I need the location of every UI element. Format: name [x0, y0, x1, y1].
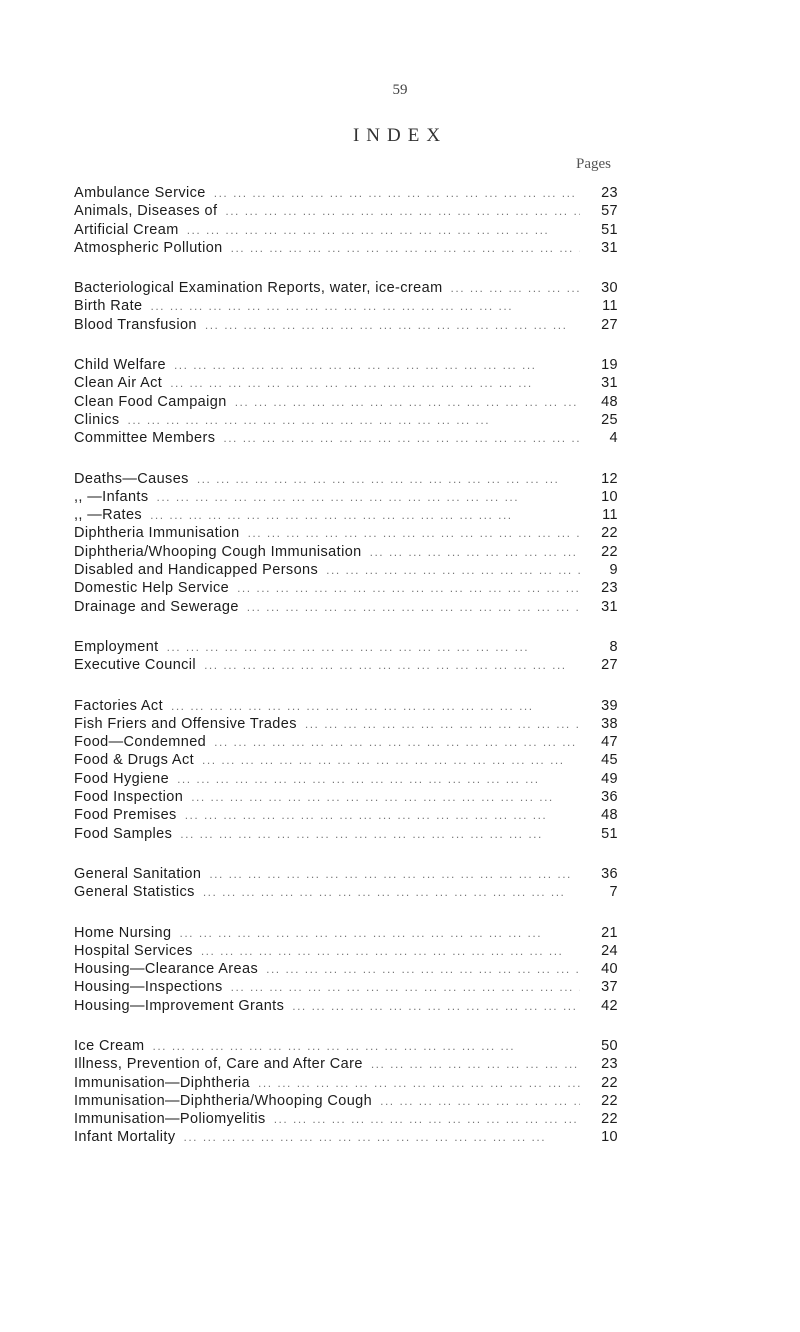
dot-leader: [159, 638, 580, 656]
entry-label: Diphtheria Immunisation: [74, 525, 240, 542]
index-entry: [74, 978, 618, 996]
entry-page-number: 37: [601, 979, 618, 996]
entry-label: Artificial Cream: [74, 221, 179, 238]
entry-page-number: 22: [601, 1092, 618, 1109]
index-entry: [74, 598, 618, 616]
entry-page-number: 10: [601, 488, 618, 505]
dot-leader: [297, 715, 580, 733]
entry-page-number: 11: [602, 298, 618, 315]
index-entry: [74, 806, 618, 824]
index-entry: [74, 279, 618, 297]
page-number: 59: [392, 82, 408, 98]
entry-label: Birth Rate: [74, 298, 143, 315]
index-entry: [74, 638, 618, 656]
entry-label: ,, —Rates: [74, 507, 143, 524]
entry-page-number: 12: [601, 470, 618, 487]
dot-leader: [229, 579, 580, 597]
index-entry: [74, 221, 618, 239]
dot-leader: [162, 374, 580, 392]
entry-page-number: 31: [601, 239, 618, 256]
dot-leader: [206, 184, 580, 202]
entry-page-number: 30: [601, 280, 618, 297]
dot-leader: [195, 883, 580, 901]
entry-page-number: 24: [601, 942, 618, 959]
index-entry: [74, 1110, 618, 1128]
index-entry: [74, 297, 618, 315]
entry-page-number: 42: [601, 997, 618, 1014]
index-entry: [74, 184, 618, 202]
entry-label: Food—Condemned: [74, 734, 207, 751]
dot-leader: [169, 770, 580, 788]
index-title: INDEX: [352, 125, 448, 146]
dot-leader: [163, 697, 580, 715]
entry-label: Bacteriological Examination Reports, water, ice-cream: [74, 280, 443, 297]
entry-page-number: 31: [601, 375, 618, 392]
entry-label: General Sanitation: [74, 865, 202, 882]
index-entry: [74, 1128, 618, 1146]
index-entry: [74, 202, 618, 220]
index-entry: [74, 524, 618, 542]
entry-page-number: 50: [601, 1037, 618, 1054]
entry-page-number: 22: [601, 1111, 618, 1128]
index-entry: [74, 488, 618, 506]
entry-page-number: 7: [609, 884, 618, 901]
entry-label: Clean Air Act: [74, 375, 163, 392]
entry-label: Ambulance Service: [74, 185, 206, 201]
dot-leader: [227, 393, 580, 411]
index-entry: [74, 883, 618, 901]
entry-page-number: 36: [601, 789, 618, 806]
index-entry: [74, 543, 618, 561]
index-entry: [74, 733, 618, 751]
dot-leader: [217, 202, 580, 220]
index-group: [74, 356, 618, 447]
dot-leader: [239, 598, 580, 616]
entry-label: Immunisation—Diphtheria/Whooping Cough: [74, 1092, 373, 1109]
dot-leader: [189, 470, 580, 488]
entry-page-number: 4: [609, 430, 618, 447]
index-group: [74, 638, 618, 675]
dot-leader: [318, 561, 580, 579]
entry-label: General Statistics: [74, 884, 195, 901]
index-group: [74, 697, 618, 843]
entry-label: Home Nursing: [74, 924, 172, 941]
entry-page-number: 23: [601, 185, 618, 201]
dot-leader: [166, 356, 580, 374]
dot-leader: [362, 543, 580, 561]
entry-label: Disabled and Handicapped Persons: [74, 562, 319, 579]
index-entry: [74, 924, 618, 942]
index-entry: [74, 656, 618, 674]
entry-label: Housing—Inspections: [74, 979, 223, 996]
entry-page-number: 31: [601, 598, 618, 615]
index-entry: [74, 770, 618, 788]
index-entry: [74, 429, 618, 447]
index-entry: [74, 1037, 618, 1055]
dot-leader: [240, 524, 580, 542]
index-entry: [74, 942, 618, 960]
entry-label: Immunisation—Diphtheria: [74, 1074, 251, 1091]
index-entry: [74, 697, 618, 715]
entry-label: Committee Members: [74, 430, 216, 447]
dot-leader: [363, 1055, 580, 1073]
entry-label: Fish Friers and Offensive Trades: [74, 715, 297, 732]
entry-label: Domestic Help Service: [74, 580, 230, 597]
dot-leader: [194, 751, 580, 769]
entry-label: Food & Drugs Act: [74, 752, 195, 769]
index-entry: [74, 715, 618, 733]
entry-page-number: 23: [601, 580, 618, 597]
dot-leader: [172, 825, 580, 843]
entry-label: Food Samples: [74, 825, 173, 842]
entry-page-number: 47: [601, 734, 618, 751]
entry-label: Factories Act: [74, 697, 164, 714]
entry-label: Immunisation—Poliomyelitis: [74, 1111, 266, 1128]
dot-leader: [120, 411, 581, 429]
entry-page-number: 22: [601, 1074, 618, 1091]
index-entry: [74, 506, 618, 524]
index-entry: [74, 316, 618, 334]
dot-leader: [171, 924, 580, 942]
dot-leader: [284, 997, 580, 1015]
entry-label: Clinics: [74, 411, 120, 428]
index-entry: [74, 751, 618, 769]
entry-page-number: 27: [601, 316, 618, 333]
dot-leader: [443, 279, 580, 297]
index-entry: [74, 865, 618, 883]
index-entry: [74, 356, 618, 374]
dot-leader: [223, 978, 580, 996]
entry-page-number: 38: [601, 715, 618, 732]
index-entry: [74, 579, 618, 597]
index-group: [74, 924, 618, 1015]
entry-page-number: 40: [601, 961, 618, 978]
index-entry: [74, 960, 618, 978]
entry-page-number: 8: [609, 638, 618, 655]
dot-leader: [215, 429, 580, 447]
index-entry: [74, 239, 618, 257]
entry-page-number: 22: [601, 543, 618, 560]
index-group: [74, 279, 618, 334]
dot-leader: [149, 488, 580, 506]
index-entry: [74, 393, 618, 411]
entry-page-number: 48: [601, 393, 618, 410]
index-list: [74, 184, 618, 1169]
index-entry: [74, 825, 618, 843]
entry-label: Ice Cream: [74, 1037, 145, 1054]
entry-label: ,, —Infants: [74, 488, 149, 505]
entry-label: Deaths—Causes: [74, 470, 189, 487]
index-entry: [74, 470, 618, 488]
entry-label: Employment: [74, 638, 159, 655]
entry-page-number: 36: [601, 865, 618, 882]
entry-page-number: 19: [601, 357, 618, 374]
index-entry: [74, 374, 618, 392]
index-entry: [74, 788, 618, 806]
dot-leader: [183, 788, 580, 806]
dot-leader: [250, 1074, 580, 1092]
entry-page-number: 39: [601, 697, 618, 714]
dot-leader: [258, 960, 580, 978]
dot-leader: [193, 942, 580, 960]
dot-leader: [206, 733, 580, 751]
entry-label: Housing—Improvement Grants: [74, 997, 285, 1014]
entry-page-number: 57: [601, 203, 618, 220]
entry-label: Drainage and Sewerage: [74, 598, 239, 615]
entry-label: Housing—Clearance Areas: [74, 961, 259, 978]
entry-label: Child Welfare: [74, 357, 166, 374]
index-group: [74, 1037, 618, 1147]
dot-leader: [179, 221, 580, 239]
entry-page-number: 25: [601, 411, 618, 428]
entry-page-number: 48: [601, 807, 618, 824]
index-entry: [74, 1074, 618, 1092]
entry-page-number: 9: [609, 562, 618, 579]
entry-page-number: 11: [602, 507, 618, 524]
entry-label: Clean Food Campaign: [74, 393, 227, 410]
dot-leader: [142, 506, 580, 524]
dot-leader: [223, 239, 580, 257]
dot-leader: [144, 1037, 580, 1055]
entry-page-number: 23: [601, 1056, 618, 1073]
dot-leader: [201, 865, 580, 883]
entry-label: Illness, Prevention of, Care and After Care: [74, 1056, 363, 1073]
entry-label: Food Inspection: [74, 789, 184, 806]
dot-leader: [266, 1110, 580, 1128]
index-group: [74, 184, 618, 257]
entry-label: Diphtheria/Whooping Cough Immunisation: [74, 543, 362, 560]
entry-page-number: 22: [601, 525, 618, 542]
index-group: [74, 470, 618, 616]
index-group: [74, 865, 618, 902]
dot-leader: [176, 1128, 581, 1146]
entry-page-number: 49: [601, 770, 618, 787]
dot-leader: [197, 316, 580, 334]
entry-label: Food Hygiene: [74, 770, 170, 787]
entry-label: Infant Mortality: [74, 1129, 176, 1146]
entry-label: Animals, Diseases of: [74, 203, 218, 220]
entry-page-number: 10: [601, 1129, 618, 1146]
entry-label: Hospital Services: [74, 942, 193, 959]
dot-leader: [196, 656, 580, 674]
dot-leader: [372, 1092, 580, 1110]
index-entry: [74, 997, 618, 1015]
entry-label: Blood Transfusion: [74, 316, 197, 333]
entry-label: Atmospheric Pollution: [74, 239, 223, 256]
index-entry: [74, 1092, 618, 1110]
entry-page-number: 51: [601, 221, 618, 238]
entry-page-number: 21: [601, 924, 618, 941]
entry-page-number: 45: [601, 752, 618, 769]
entry-page-number: 27: [601, 657, 618, 674]
entry-page-number: 51: [601, 825, 618, 842]
index-entry: [74, 1055, 618, 1073]
pages-column-header: Pages: [576, 156, 611, 172]
index-entry: [74, 411, 618, 429]
entry-label: Executive Council: [74, 657, 197, 674]
dot-leader: [177, 806, 580, 824]
index-entry: [74, 561, 618, 579]
dot-leader: [142, 297, 580, 315]
entry-label: Food Premises: [74, 807, 177, 824]
